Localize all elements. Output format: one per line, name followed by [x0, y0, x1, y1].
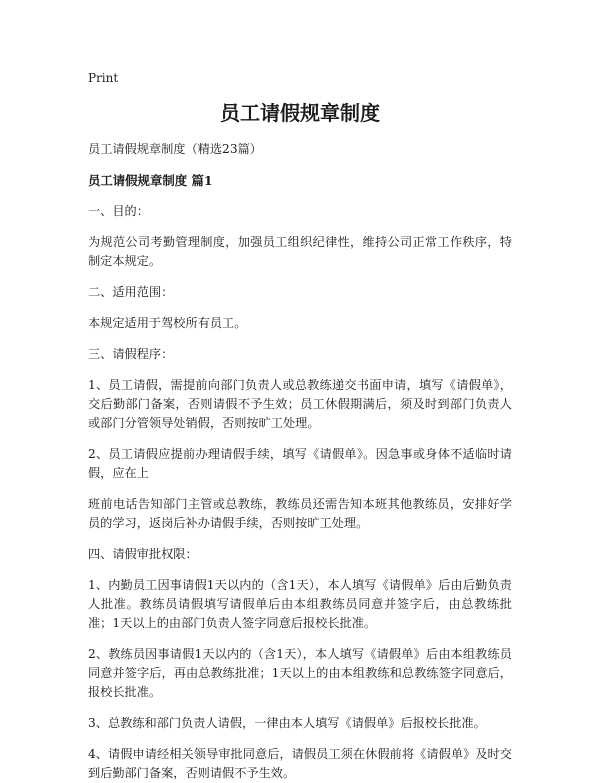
- paragraph-scope-heading: 二、适用范围：: [88, 285, 174, 299]
- paragraph-procedure-2-continued: 班前电话告知部门主管或总教练，教练员还需告知本班其他教练员，安排好学员的学习，返岗后补办请假手续，否则按旷工处理。: [88, 497, 512, 530]
- paragraph-procedure-2: 2、员工请假应提前办理请假手续，填写《请假单》。因急事或身体不适临时请假，应在上: [88, 447, 512, 480]
- document-subtitle: 员工请假规章制度（精选23篇）: [88, 142, 262, 156]
- document-title: 员工请假规章制度: [220, 101, 380, 125]
- print-label[interactable]: Print: [88, 71, 119, 85]
- paragraph-approval-1: 1、内勤员工因事请假1天以内的（含1天），本人填写《请假单》后由后勤负责人批准。教练员请假填写请假单后由本组教练员同意并签字后，由总教练批准；1天以上的由部门负责人签字同意后报校长批准。: [88, 578, 512, 630]
- paragraph-approval-4: 4、请假申请经相关领导审批同意后，请假员工须在休假前将《请假单》及时交到后勤部门备案，否则请假不予生效。: [88, 747, 512, 780]
- paragraph-purpose-text: 为规范公司考勤管理制度，加强员工组织纪律性，维持公司正常工作秩序，特制定本规定。: [88, 235, 512, 268]
- paragraph-approval-heading: 四、请假审批权限：: [88, 547, 198, 561]
- paragraph-procedure-heading: 三、请假程序：: [88, 347, 174, 361]
- paragraph-procedure-1: 1、员工请假，需提前向部门负责人或总教练递交书面申请，填写《请假单》，交后勤部门备案，否则请假不予生效；员工休假期满后，须及时到部门负责人或部门分管领导处销假，否则按旷工处理。: [88, 378, 512, 430]
- paragraph-purpose-heading: 一、目的：: [88, 204, 149, 218]
- paragraph-approval-3: 3、总教练和部门负责人请假，一律由本人填写《请假单》后报校长批准。: [88, 716, 486, 730]
- document-body: [88, 140, 512, 783]
- section-heading: 员工请假规章制度 篇1: [88, 173, 213, 188]
- paragraph-approval-2: 2、教练员因事请假1天以内的（含1天），本人填写《请假单》后由本组教练员同意并签字后，再由总教练批准；1天以上的由本组教练和总教练签字同意后，报校长批准。: [88, 647, 512, 699]
- paragraph-scope-text: 本规定适用于驾校所有员工。: [88, 316, 247, 330]
